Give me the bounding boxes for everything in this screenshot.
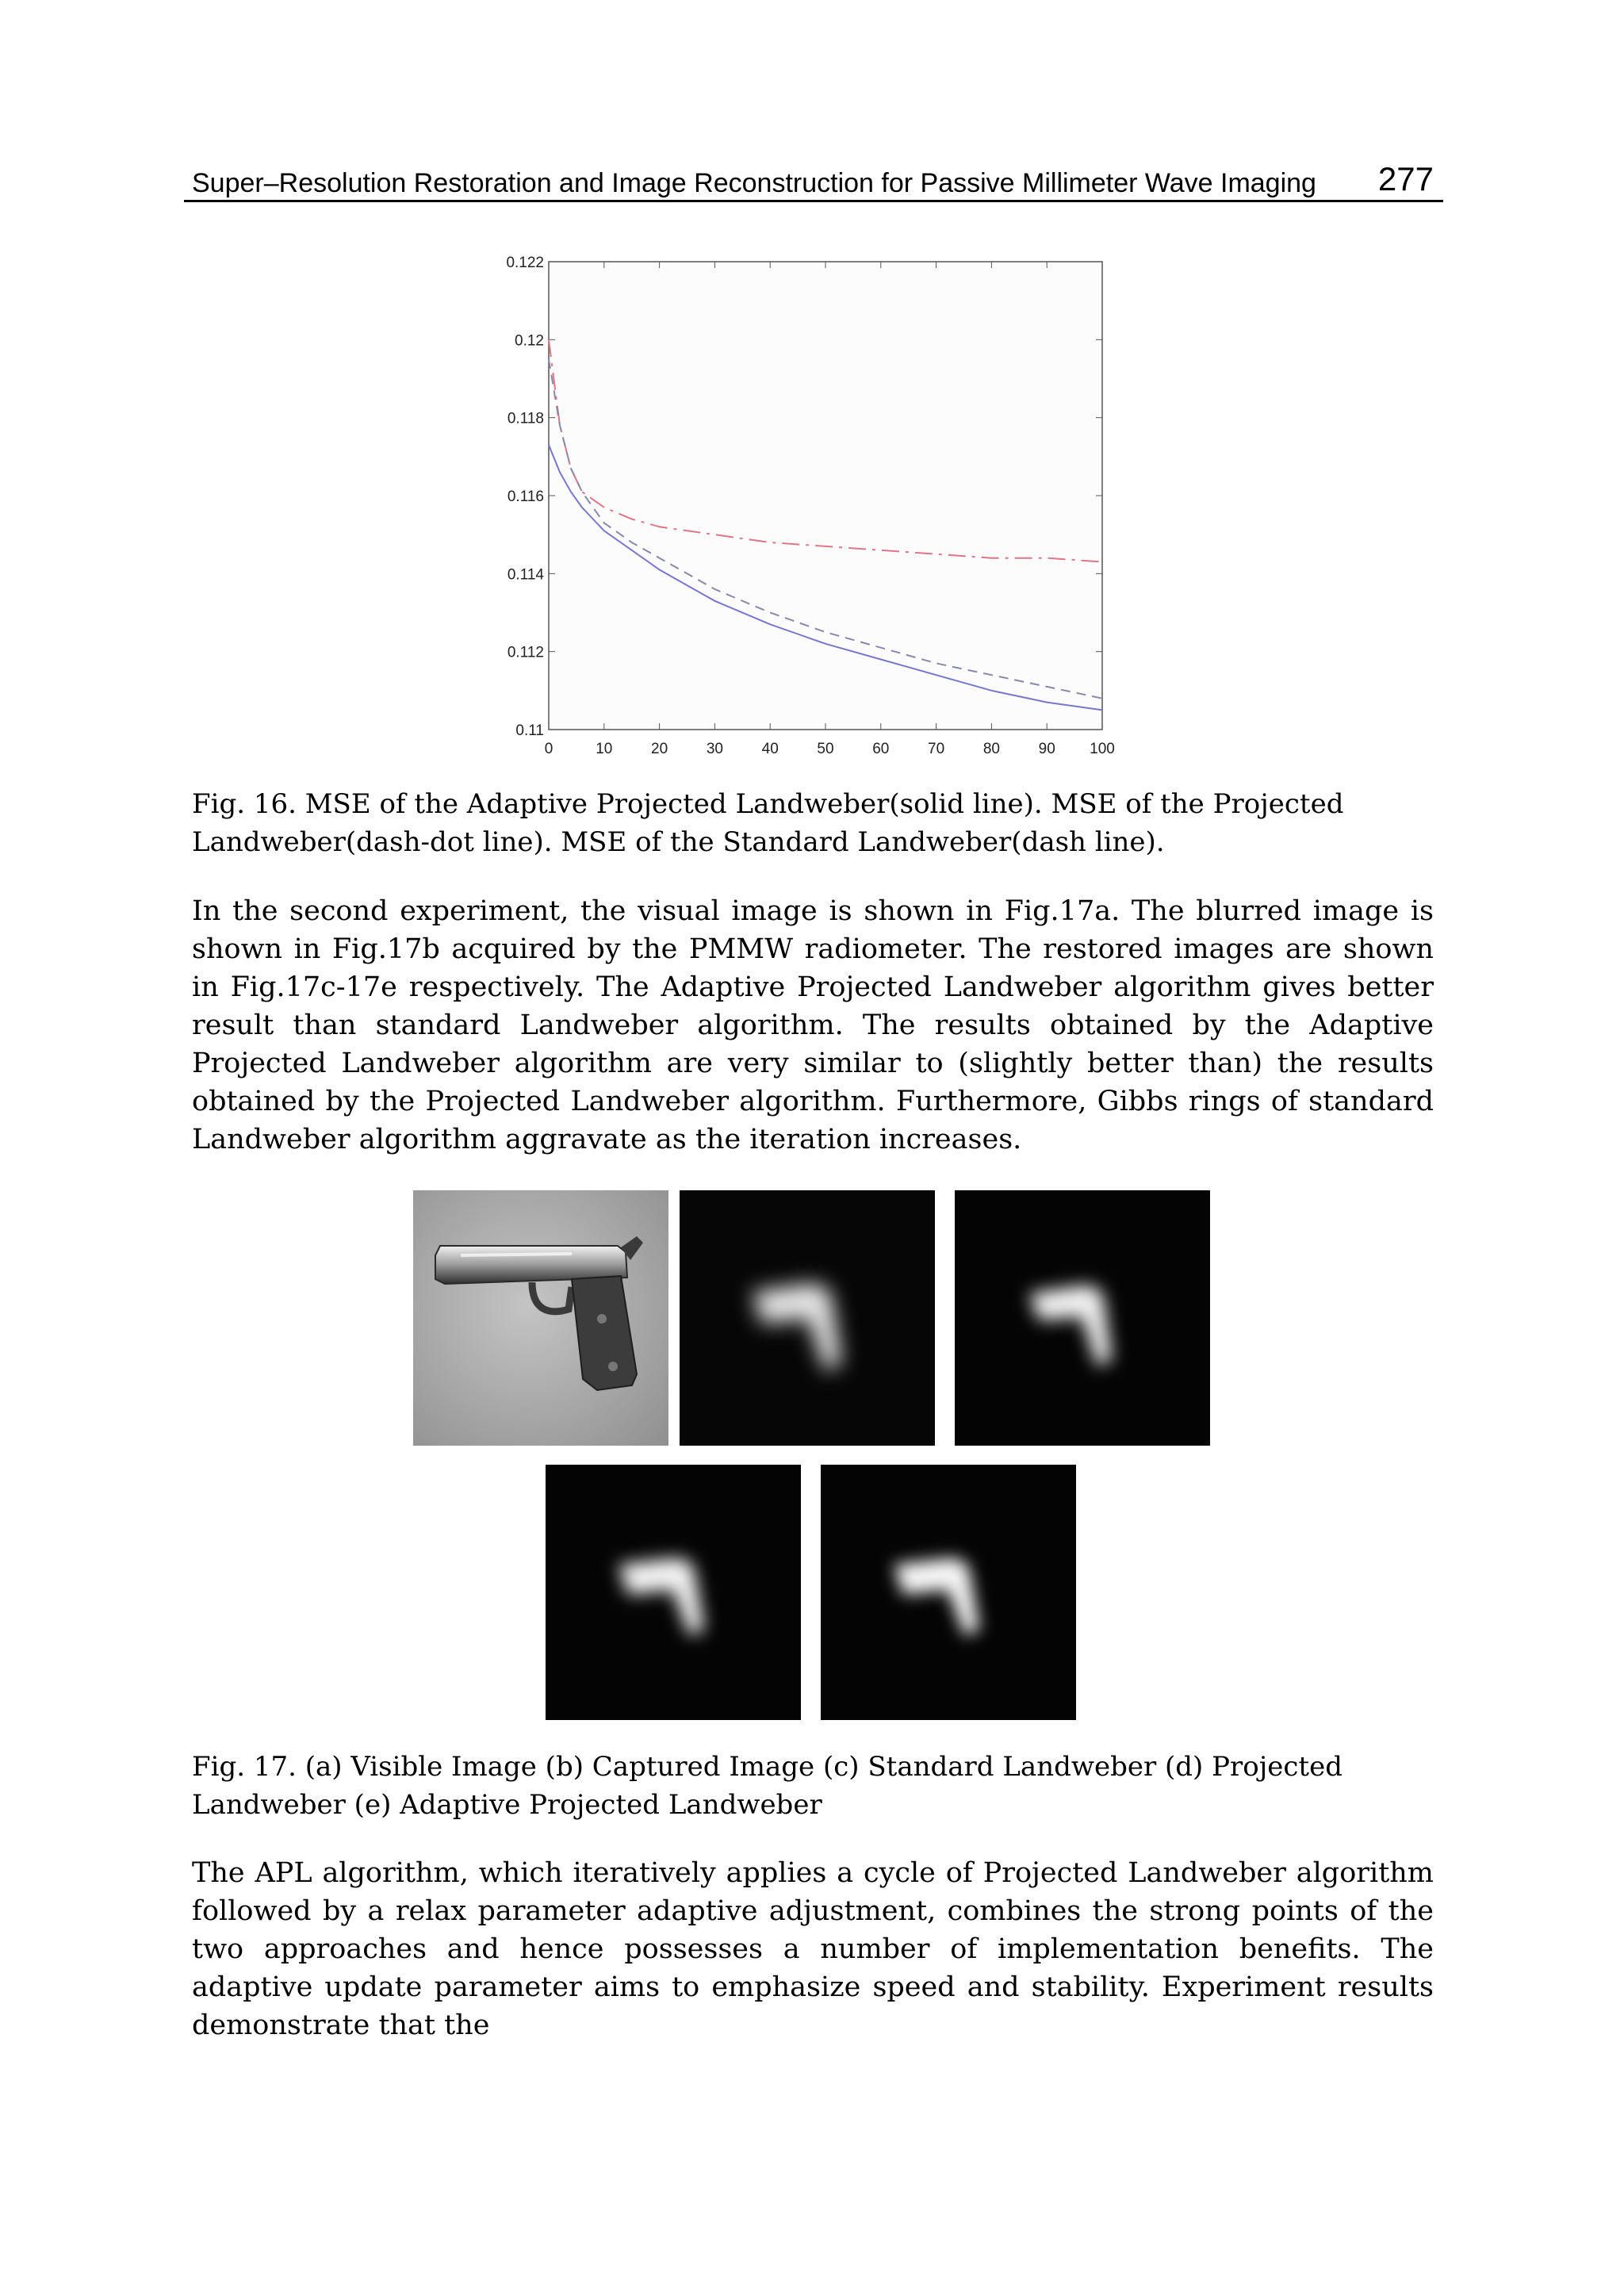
body-paragraph-1: In the second experiment, the visual image is shown in Fig.17a. The blurred image is shown in Fig.17b acquired by the PMMW radiometer. The restored images are shown in Fig.17c-17e respectively. The Adaptive Projected Landweber algorithm gives better result than standard Landweber algorithm. The results obtained by the Adaptive Projected Landweber algorithm are very similar to (slightly better than) the results obtained by the Projected Landweber algorithm. Furthermore, Gibbs rings of standard Landweber algorithm aggravate as the iteration increases. bbox=[192, 895, 1434, 1155]
y-tick-label: 0.11 bbox=[515, 722, 544, 739]
figure-17b-captured-image bbox=[680, 1190, 935, 1446]
page-number: 277 bbox=[1377, 160, 1434, 197]
figure-17e-adaptive-projected-landweber-image bbox=[821, 1465, 1076, 1720]
x-tick-label: 30 bbox=[706, 741, 723, 757]
x-tick-label: 40 bbox=[761, 741, 779, 757]
y-tick-label: 0.112 bbox=[507, 644, 544, 661]
plot-area bbox=[549, 262, 1102, 730]
x-tick-label: 10 bbox=[596, 741, 613, 757]
x-tick-label: 100 bbox=[1090, 741, 1115, 757]
x-tick-label: 60 bbox=[872, 741, 890, 757]
figure-16-chart bbox=[476, 238, 1126, 761]
running-header bbox=[184, 159, 1443, 202]
y-tick-label: 0.116 bbox=[507, 488, 544, 505]
x-tick-label: 0 bbox=[544, 741, 553, 757]
x-tick-label: 50 bbox=[817, 741, 834, 757]
figure-17c-standard-landweber-image bbox=[955, 1190, 1210, 1446]
x-tick-label: 20 bbox=[651, 741, 668, 757]
running-title: Super–Resolution Restoration and Image Reconstruction for Passive Millimeter Wave Imaging bbox=[192, 168, 1316, 198]
figure-16-caption: Fig. 16. MSE of the Adaptive Projected Landweber(solid line). MSE of the Projected Landweber(dash-dot line). MSE of the Standard Landweber(dash line). bbox=[192, 788, 1344, 858]
y-tick-label: 0.118 bbox=[507, 410, 544, 427]
body-paragraph-2: The APL algorithm, which iteratively applies a cycle of Projected Landweber algorithm followed by a relax parameter adaptive adjustment, combines the strong points of the two approaches and hence possesses a number of implementation benefits. The adaptive update parameter aims to emphasize speed and stability. Experiment results demonstrate that the bbox=[192, 1857, 1434, 2041]
figure-17-caption: Fig. 17. (a) Visible Image (b) Captured Image (c) Standard Landweber (d) Projected Landweber (e) Adaptive Projected Landweber bbox=[192, 1751, 1342, 1821]
y-tick-label: 0.12 bbox=[515, 332, 544, 350]
y-tick-label: 0.122 bbox=[506, 255, 544, 271]
y-tick-label: 0.114 bbox=[507, 566, 544, 584]
x-tick-label: 70 bbox=[928, 741, 945, 757]
figure-17d-projected-landweber-image bbox=[546, 1465, 801, 1720]
figure-17a-visible-image bbox=[413, 1190, 668, 1446]
x-tick-label: 90 bbox=[1038, 741, 1055, 757]
mse-line-chart bbox=[476, 238, 1126, 761]
x-tick-label: 80 bbox=[982, 741, 1000, 757]
